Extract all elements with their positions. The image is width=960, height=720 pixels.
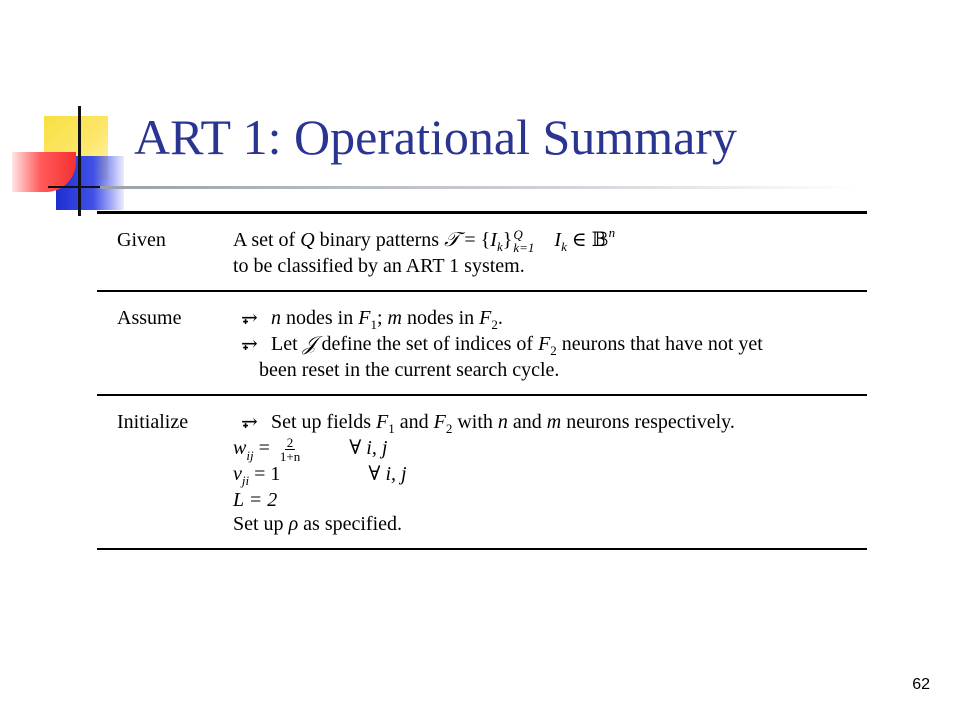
row-initialize — [97, 394, 867, 548]
row-assume — [97, 290, 867, 394]
L-init: L = 2 — [233, 489, 278, 512]
row-content-given — [233, 225, 867, 278]
bullet-arrow-icon: ⥅ — [241, 333, 258, 356]
assume-line-3: been reset in the current search cycle. — [259, 359, 560, 382]
title-underline — [100, 186, 860, 189]
weight-v-init: $v_{ji} = 1$ ∀ i, j — [233, 463, 407, 489]
page-number: 62 — [912, 676, 930, 693]
bullet-arrow-icon: ⥅ — [241, 307, 258, 330]
fraction: $\frac{2}{1+n}$ — [279, 435, 301, 465]
row-content-initialize — [233, 410, 867, 536]
summary-table — [97, 211, 867, 550]
row-label-assume: Assume — [117, 307, 182, 330]
row-content-assume — [233, 306, 867, 382]
assume-line-2: ⥅ Let 𝒥 define the set of indices of $F_2$ neurons that have not yet — [233, 332, 867, 358]
slide-title: ART 1: Operational Summary — [134, 109, 737, 165]
decor-vertical-line — [78, 106, 81, 216]
rho-init: Set up ρ as specified. — [233, 513, 403, 536]
row-given — [97, 214, 867, 290]
bullet-arrow-icon: ⥅ — [241, 411, 258, 434]
weight-w-init: $w_{ij}$ = $\frac{2}{1+n}$ ∀ i, j — [233, 435, 388, 465]
row-label-initialize: Initialize — [117, 411, 189, 434]
initialize-line-1: ⥅ Set up fields $F_1$ and $F_2$ with n and m neurons respectively. — [233, 410, 867, 436]
row-label-given: Given — [117, 229, 166, 251]
assume-line-1: ⥅ n nodes in $F_1$; m nodes in $F_2$. — [233, 306, 867, 332]
given-line-1: A set of Q binary patterns 𝒯 = $\{I_k\}$ Q k=1 $I_k$ ∈ 𝔹$^n$ — [233, 225, 616, 256]
given-line-2: to be classified by an ART 1 system. — [233, 255, 525, 278]
